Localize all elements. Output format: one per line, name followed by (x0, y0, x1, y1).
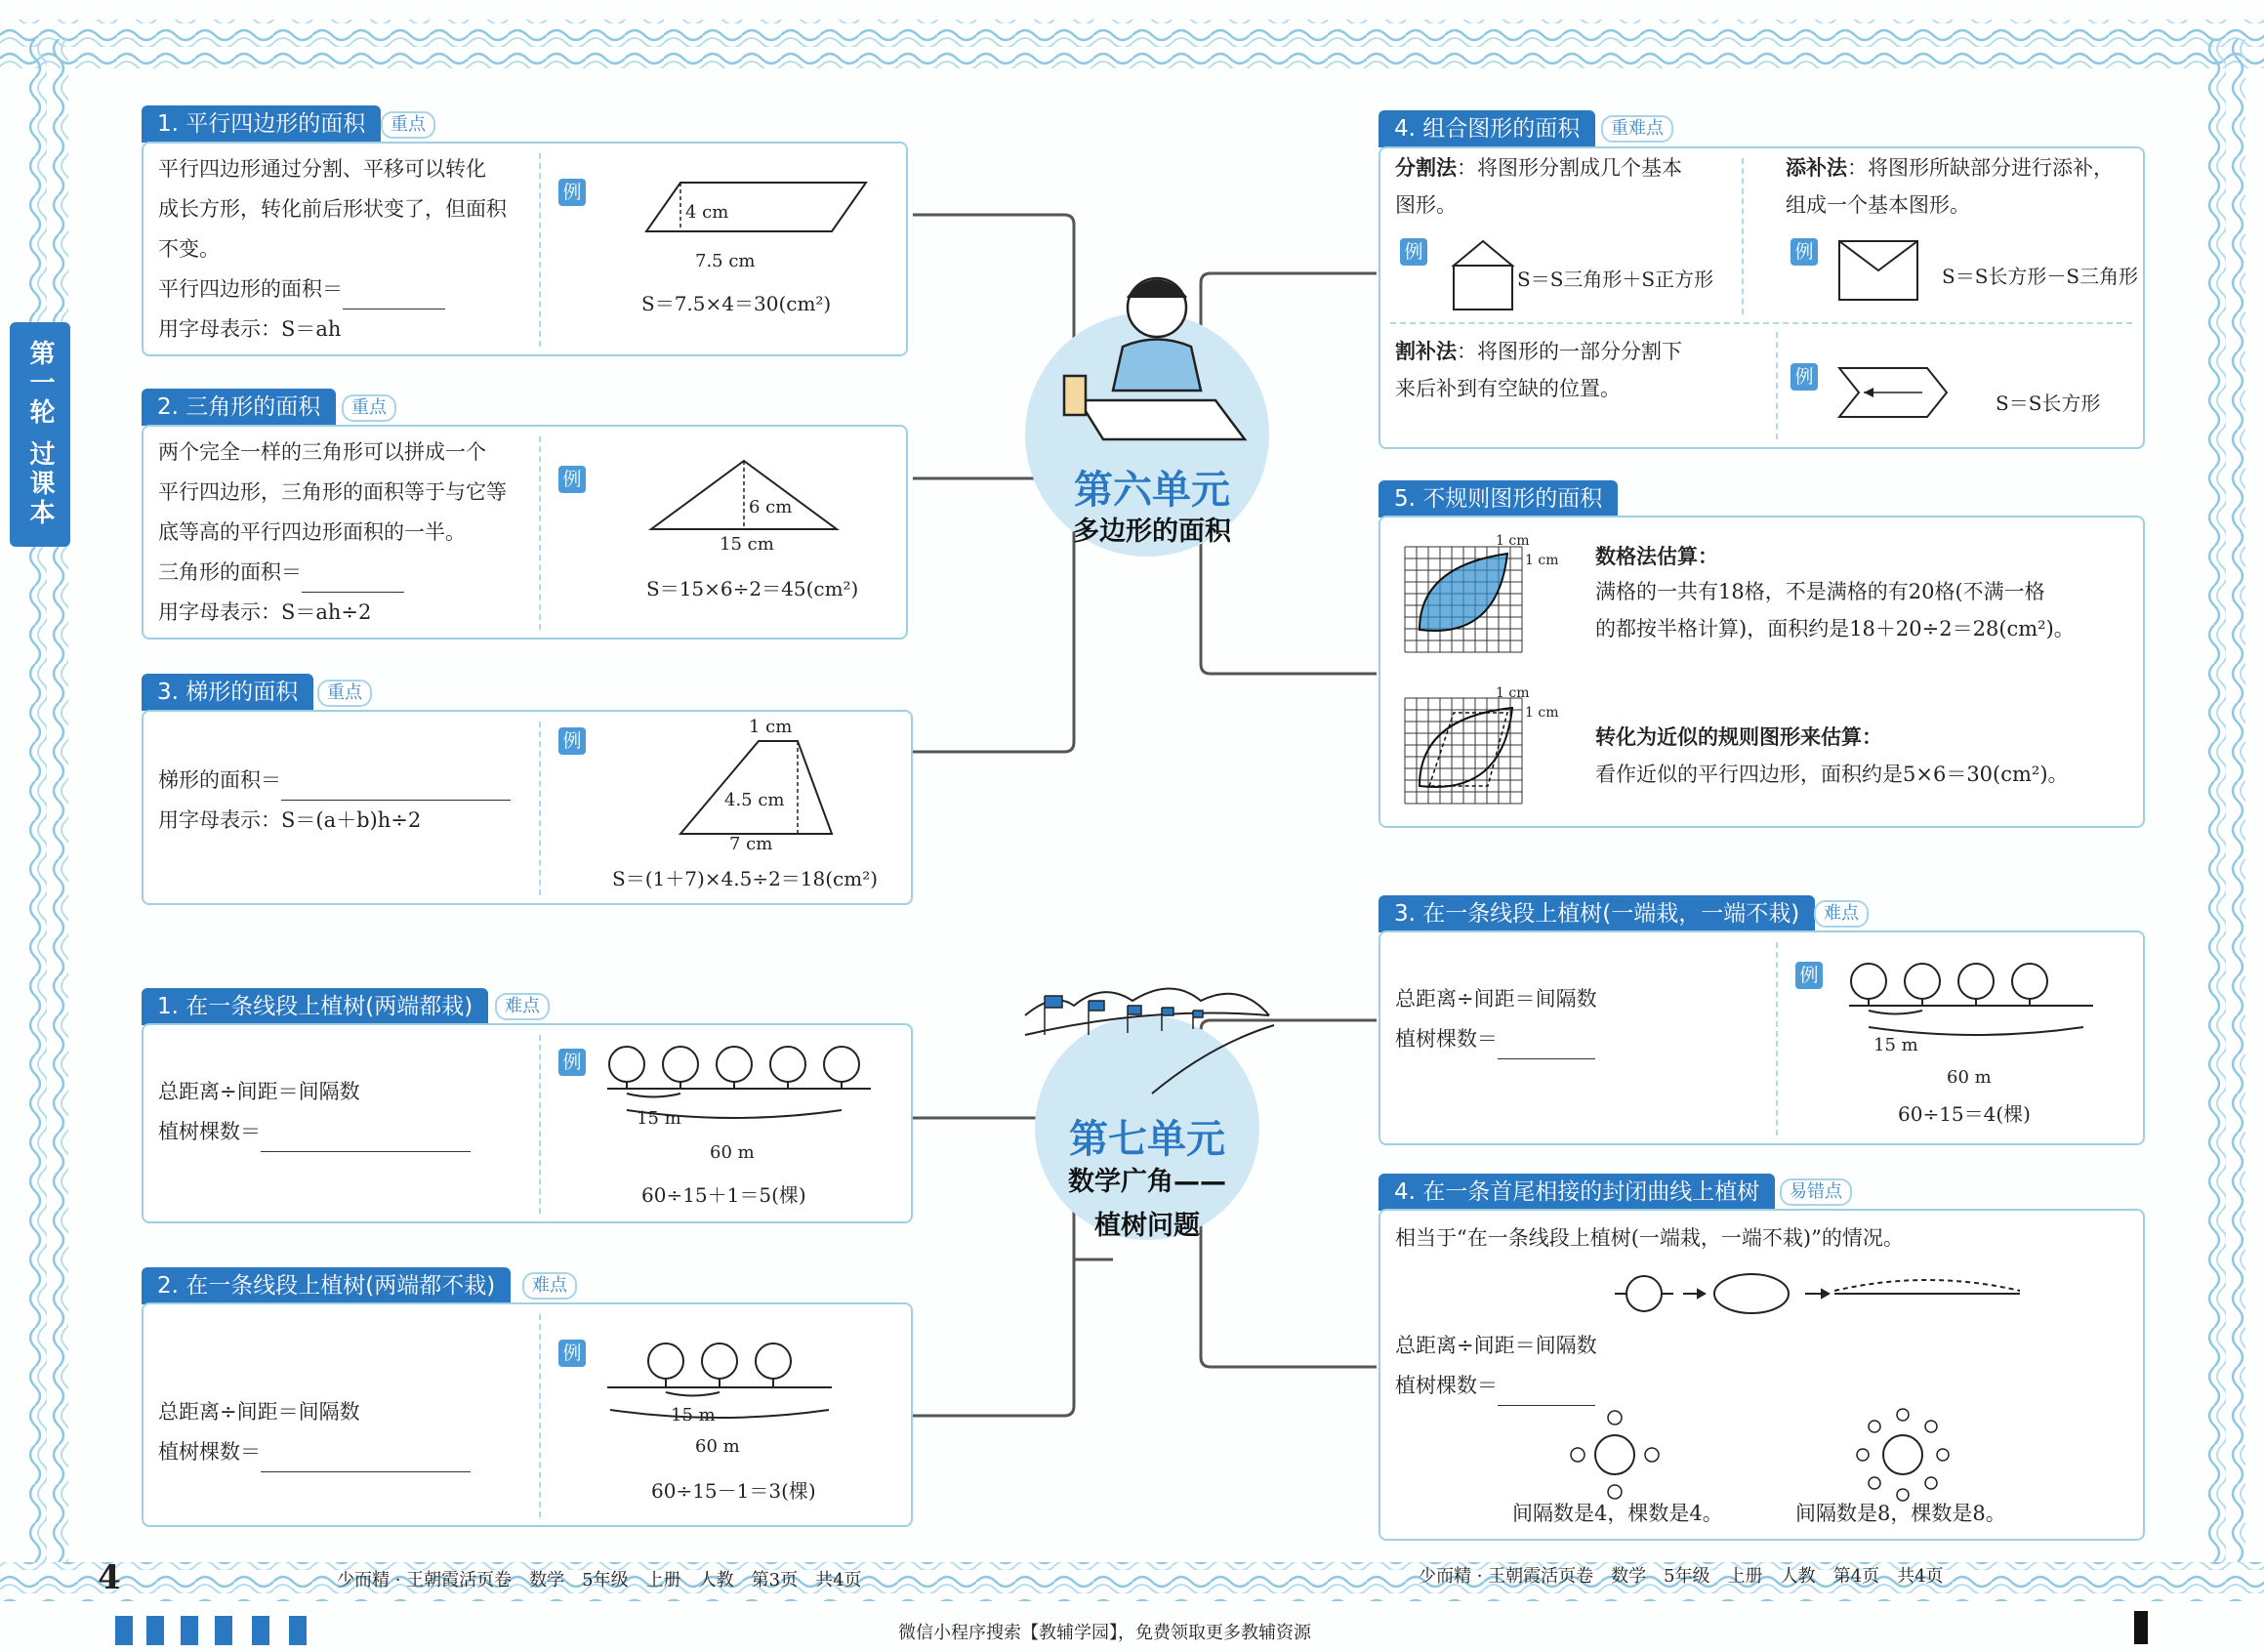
panel-triangle (142, 425, 908, 640)
house-figure (1449, 236, 1517, 314)
cut-method-text: 割补法：将图形的一部分分割下 (1395, 340, 1682, 363)
grid-figure-1 (1400, 542, 1537, 659)
grid-unit-label: 1 cm (1496, 533, 1530, 549)
text-line: 总距离÷间距＝间隔数 (1395, 987, 1597, 1011)
example-formula: S＝15×6÷2＝45(cm²) (646, 577, 859, 600)
unit7-subtitle-1: 数学广角—— (1068, 1167, 1226, 1197)
circle-to-line-figure (1615, 1260, 2025, 1328)
example-icon: 例 (1791, 238, 1818, 266)
circle-8-trees-figure (1849, 1401, 1956, 1508)
badge-key-point: 重点 (342, 394, 396, 422)
panel-one-end (1379, 930, 2145, 1145)
example-formula: 60÷15＋1＝5(棵) (641, 1183, 806, 1207)
cut-shape-figure (1834, 363, 1952, 422)
text-line: 成长方形，转化前后形状变了，但面积 (158, 197, 507, 221)
example-formula: 60÷15＝4(棵) (1898, 1102, 2031, 1126)
unit6-subtitle: 多边形的面积 (1073, 516, 1231, 547)
panel-parallelogram (142, 142, 908, 356)
badge-key-difficult-point: 重难点 (1601, 115, 1673, 143)
text-line: 底等高的平行四边形面积的一半。 (158, 520, 466, 544)
unit7-subtitle-2: 植树问题 (1094, 1211, 1200, 1241)
add-formula: S＝S长方形－S三角形 (1942, 265, 2139, 288)
tab-closed-curve: 4. 在一条首尾相接的封闭曲线上植树 (1379, 1174, 1775, 1211)
text-line: 总距离÷间距＝间隔数 (1395, 1334, 1597, 1357)
area-formula-blank: 三角形的面积＝ (158, 553, 404, 593)
bottom-label: 7 cm (729, 834, 773, 854)
envelope-figure (1834, 236, 1922, 305)
parallelogram-figure (641, 173, 885, 241)
text-line: 用字母表示：S＝(a＋b)h÷2 (158, 808, 422, 832)
gap-label: 15 m (1873, 1035, 1918, 1055)
circle-4-trees-figure (1566, 1406, 1664, 1504)
text-line: 的都按半格计算)，面积约是18＋20÷2＝28(cm²)。 (1595, 617, 2075, 640)
height-label: 4 cm (685, 202, 729, 223)
side-tab: 第一轮 过课本 (10, 322, 70, 547)
grid-unit-label: 1 cm (1525, 705, 1559, 721)
badge-difficult-point: 难点 (1814, 900, 1869, 928)
split-method-text: 分割法：将图形分割成几个基本 (1395, 156, 1682, 180)
text-line: 平行四边形，三角形的面积等于与它等 (158, 480, 507, 504)
trees-3-figure (602, 1334, 837, 1431)
approx-method-title: 转化为近似的规则图形来估算： (1595, 725, 1882, 749)
text-line: 图形。 (1395, 193, 1457, 217)
tab-no-ends: 2. 在一条线段上植树(两端都不栽) (142, 1267, 511, 1304)
text-line: 两个完全一样的三角形可以拼成一个 (158, 440, 486, 464)
base-label: 15 cm (720, 534, 774, 555)
footer-left: 少而精 · 王朝霞活页卷 数学 5年级 上册 人教 第3页 共4页 (337, 1570, 862, 1590)
footer-right: 少而精 · 王朝霞活页卷 数学 5年级 上册 人教 第4页 共4页 (1419, 1566, 1944, 1587)
example-icon: 例 (558, 1049, 586, 1076)
unit7-title: 第七单元 (1069, 1117, 1225, 1162)
caption-8-trees: 间隔数是8，棵数是8。 (1795, 1502, 2006, 1525)
example-icon: 例 (558, 179, 586, 206)
text-line: 用字母表示：S＝ah÷2 (158, 600, 372, 624)
text-line: 相当于“在一条线段上植树(一端栽，一端不栽)”的情况。 (1395, 1226, 1904, 1250)
tree-count-blank: 植树棵数＝ (158, 1112, 471, 1152)
example-formula: 60÷15－1＝3(棵) (651, 1479, 816, 1503)
panel-trapezoid (142, 710, 913, 905)
tab-one-end: 3. 在一条线段上植树(一端栽，一端不栽) (1379, 895, 1815, 932)
example-icon: 例 (1791, 363, 1818, 391)
gap-label: 15 m (671, 1405, 716, 1425)
top-label: 1 cm (749, 717, 793, 737)
page-number: 4 (98, 1558, 121, 1597)
count-method-title: 数格法估算： (1595, 545, 1718, 568)
text-line: 平行四边形通过分割、平移可以转化 (158, 157, 486, 181)
tab-composite: 4. 组合图形的面积 (1379, 110, 1595, 147)
grid-unit-label: 1 cm (1525, 553, 1559, 568)
unit6-title: 第六单元 (1074, 468, 1230, 513)
text-line: 满格的一共有18格，不是满格的有20格(不满一格 (1595, 580, 2045, 603)
panel-irregular (1379, 516, 2145, 828)
example-icon: 例 (558, 466, 586, 493)
example-icon: 例 (558, 1340, 586, 1367)
gap-label: 15 m (637, 1108, 681, 1129)
tree-count-blank: 植树棵数＝ (158, 1432, 471, 1472)
text-line: 不变。 (158, 237, 220, 261)
text-line: 组成一个基本图形。 (1786, 193, 1970, 217)
tab-both-ends: 1. 在一条线段上植树(两端都栽) (142, 988, 488, 1025)
cut-formula: S＝S长方形 (1996, 392, 2101, 415)
badge-error-prone: 易错点 (1780, 1178, 1852, 1206)
text-line: 看作近似的平行四边形，面积约是5×6＝30(cm²)。 (1595, 763, 2069, 786)
triangle-figure (646, 456, 851, 534)
text-line: 用字母表示：S＝ah (158, 317, 342, 341)
badge-difficult-point: 难点 (495, 993, 550, 1020)
tab-parallelogram: 1. 平行四边形的面积 (142, 105, 381, 143)
height-label: 6 cm (749, 497, 793, 517)
caption-4-trees: 间隔数是4，棵数是4。 (1512, 1502, 1723, 1525)
tab-trapezoid: 3. 梯形的面积 (142, 674, 313, 711)
panel-no-ends (142, 1302, 913, 1527)
example-formula: S＝(1＋7)×4.5÷2＝18(cm²) (612, 867, 879, 890)
total-label: 60 m (1947, 1067, 1992, 1088)
tree-count-blank: 植树棵数＝ (1395, 1366, 1595, 1406)
area-formula-blank: 梯形的面积＝ (158, 761, 511, 801)
tree-count-blank: 植树棵数＝ (1395, 1019, 1595, 1059)
badge-key-point: 重点 (381, 111, 435, 139)
base-label: 7.5 cm (695, 251, 756, 271)
grid-figure-2 (1400, 693, 1537, 810)
panel-composite (1379, 146, 2145, 449)
total-label: 60 m (710, 1142, 755, 1163)
panel-closed-curve (1379, 1209, 2145, 1541)
total-label: 60 m (695, 1436, 740, 1457)
example-icon: 例 (1400, 238, 1427, 266)
text-line: 总距离÷间距＝间隔数 (158, 1400, 360, 1424)
text-line: 总距离÷间距＝间隔数 (158, 1080, 360, 1103)
badge-key-point: 重点 (317, 680, 372, 707)
height-label: 4.5 cm (724, 790, 785, 810)
tab-triangle: 2. 三角形的面积 (142, 389, 336, 426)
text-line: 来后补到有空缺的位置。 (1395, 377, 1621, 400)
panel-both-ends (142, 1023, 913, 1223)
split-formula: S＝S三角形＋S正方形 (1517, 268, 1714, 291)
grid-unit-label: 1 cm (1496, 685, 1530, 701)
example-icon: 例 (1795, 962, 1823, 989)
badge-difficult-point: 难点 (522, 1272, 577, 1300)
watermark: 微信小程序搜索【教辅学园】，免费领取更多教辅资源 (898, 1623, 1311, 1643)
area-formula-blank: 平行四边形的面积＝ (158, 269, 445, 310)
tab-irregular: 5. 不规则图形的面积 (1379, 480, 1618, 517)
add-method-text: 添补法：将图形所缺部分进行添补， (1786, 156, 2114, 180)
example-icon: 例 (558, 727, 586, 755)
example-formula: S＝7.5×4＝30(cm²) (641, 292, 832, 315)
